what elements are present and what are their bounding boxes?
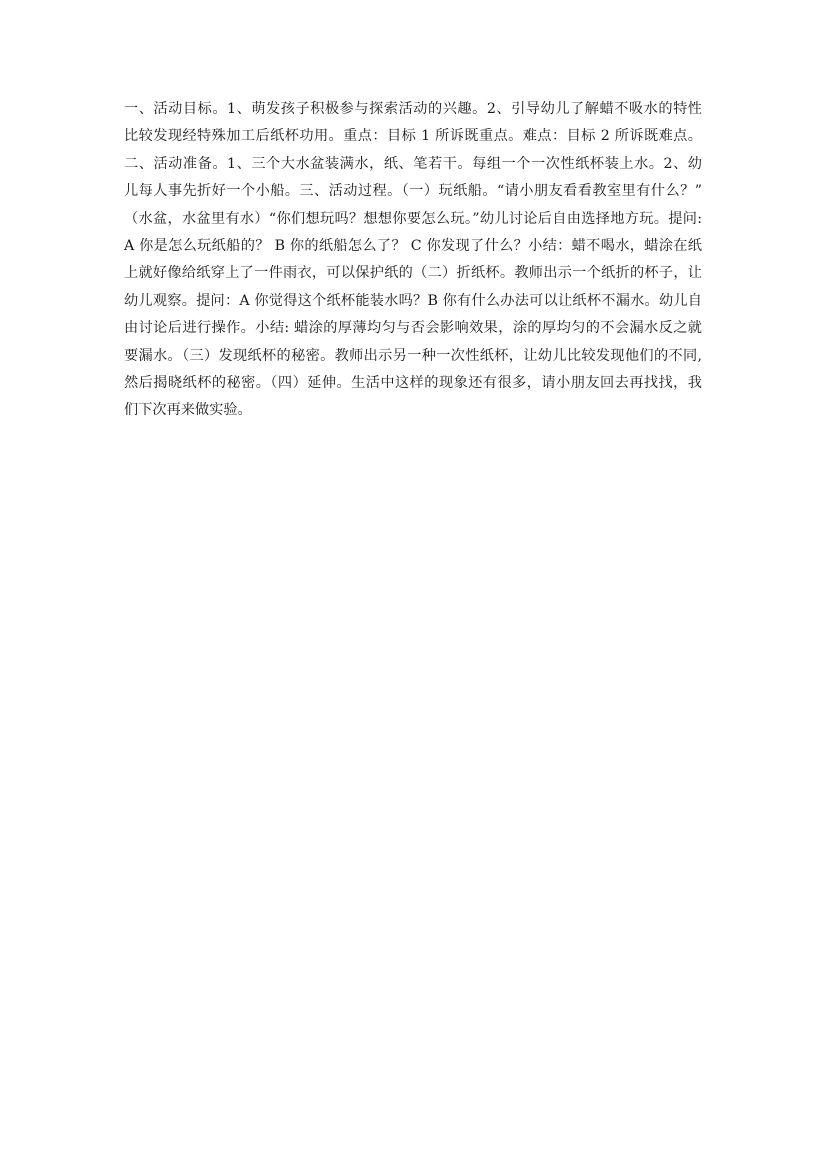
text-line-8: 幼儿观察。提问：A 你觉得这个纸杯能装水吗？B 你有什么办法可以让纸杯不漏水。幼儿自: [124, 292, 702, 309]
text-line-1: 一、活动目标。1、萌发孩子积极参与探索活动的兴趣。2、引导幼儿了解蜡不吸水的特性: [124, 101, 702, 117]
text-line-2: 比较发现经特殊加工后纸杯功用。重点：目标 1 所诉既重点。难点：目标 2 所诉既难点。: [124, 128, 702, 145]
text-line-10: 要漏水。（三）发现纸杯的秘密。教师出示另一种一次性纸杯，让幼儿比较发现他们的不同,: [124, 347, 702, 364]
lesson-plan-text: [124, 96, 702, 425]
text-line-3: 二、活动准备。1、三个大水盆装满水，纸、笔若干。每组一个一次性纸杯装上水。2、幼: [124, 155, 702, 172]
text-line-11: 然后揭晓纸杯的秘密。（四）延伸。生活中这样的现象还有很多，请小朋友回去再找找，我: [124, 374, 702, 391]
text-line-6: A 你是怎么玩纸船的？ B 你的纸船怎么了？ C 你发现了什么？小结：蜡不喝水，蜡涂在纸: [124, 237, 702, 254]
text-line-5: （水盆，水盆里有水）“你们想玩吗？想想你要怎么玩。”幼儿讨论后自由选择地方玩。提问:: [124, 210, 702, 227]
text-line-4: 儿每人事先折好一个小船。三、活动过程。（一）玩纸船。“请小朋友看看教室里有什么？”: [124, 183, 702, 200]
text-line-7: 上就好像给纸穿上了一件雨衣，可以保护纸的（二）折纸杯。教师出示一个纸折的杯子，让: [124, 265, 702, 282]
text-line-12: 们下次再来做实验。: [124, 402, 252, 419]
text-line-9: 由讨论后进行操作。小结: 蜡涂的厚薄均匀与否会影响效果，涂的厚均匀的不会漏水反之就: [124, 320, 702, 337]
